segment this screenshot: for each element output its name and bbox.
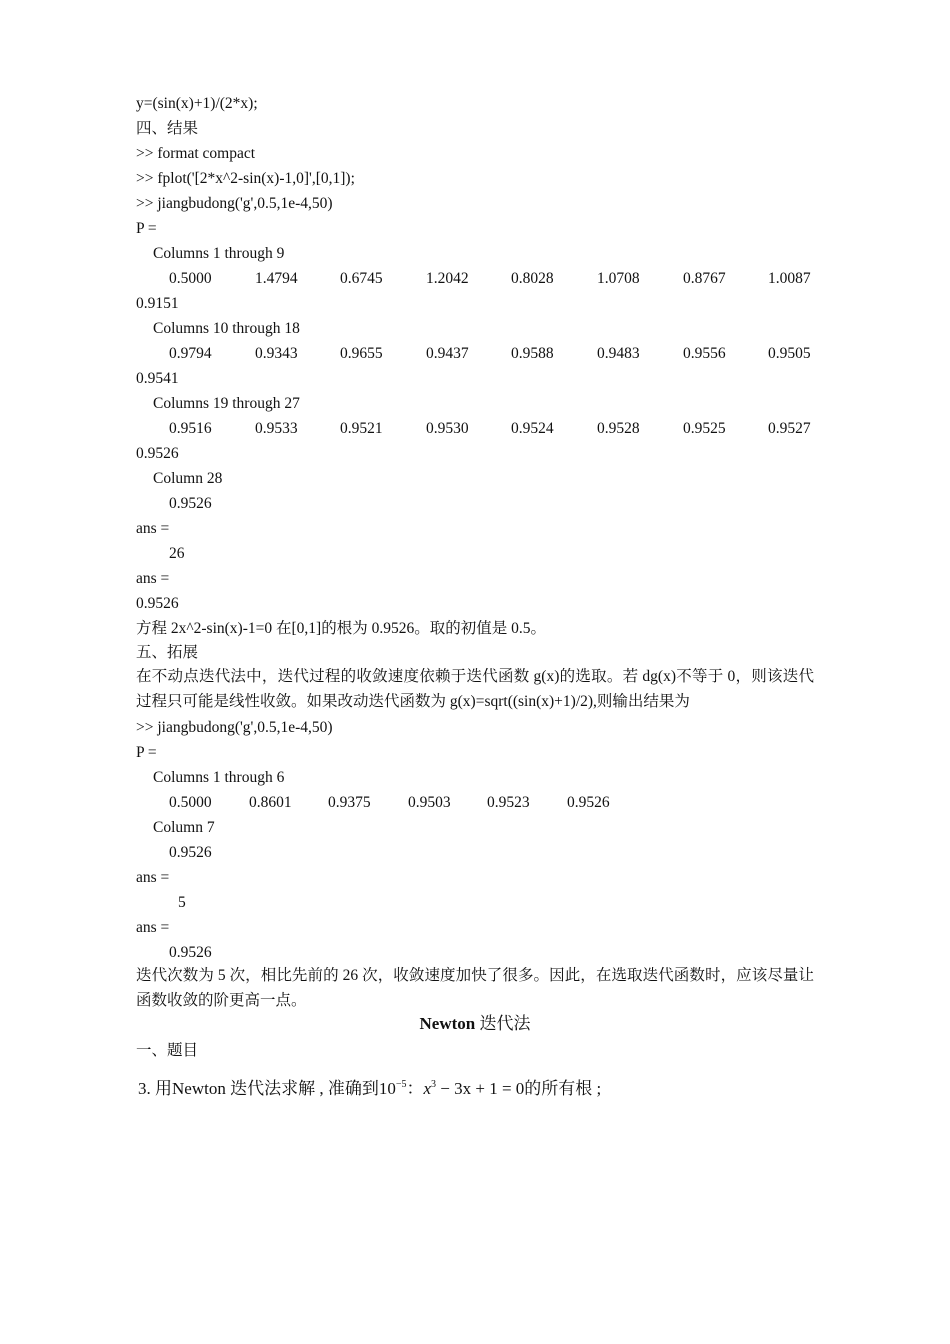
output-value: 0.9655	[340, 345, 383, 362]
conclusion-text: 方程 2x^2-sin(x)-1=0 在[0,1]的根为 0.9526。取的初值是 0.5。	[136, 620, 546, 637]
output-value: 0.9526	[567, 794, 610, 811]
columns-header: Column 7	[153, 819, 215, 836]
output-value: 0.9526	[136, 445, 179, 462]
title-cjk: 迭代法	[475, 1014, 531, 1033]
output-value: 0.9526	[169, 944, 212, 961]
problem-variable: x	[423, 1079, 432, 1098]
output-value: 0.8601	[249, 794, 292, 811]
output-value: 1.4794	[255, 270, 298, 287]
output-value: 0.8767	[683, 270, 726, 287]
output-value: 0.9521	[340, 420, 383, 437]
output-value: 0.9151	[136, 295, 179, 312]
output-value: 0.9523	[487, 794, 530, 811]
output-label: ans =	[136, 869, 170, 886]
title-latin: Newton	[419, 1014, 476, 1033]
output-value: 0.9588	[511, 345, 554, 362]
output-value: 0.9437	[426, 345, 469, 362]
section-title-newton	[0, 1013, 950, 1035]
extension-paragraph: 在不动点迭代法中，迭代过程的收敛速度依赖于迭代函数 g(x)的选取。若 dg(x)不等于 0，则该迭代过程只可能是线性收敛。如果改动迭代函数为 g(x)=sqrt((sin(x)+1)/2),则输出结果为	[136, 668, 814, 710]
output-value: 0.9526	[169, 495, 212, 512]
output-value: 0.8028	[511, 270, 554, 287]
problem-prefix: 3. 用Newton 迭代法求解 , 准确到10	[138, 1079, 396, 1098]
problem-cube: 3	[431, 1079, 437, 1090]
output-value: 0.9541	[136, 370, 179, 387]
output-value: 0.9503	[408, 794, 451, 811]
output-value: 1.0708	[597, 270, 640, 287]
output-value: 0.9525	[683, 420, 726, 437]
output-value: 5	[178, 894, 186, 911]
columns-header: Columns 1 through 6	[153, 769, 285, 786]
output-value: 0.9556	[683, 345, 726, 362]
code-line: y=(sin(x)+1)/(2*x);	[136, 95, 258, 112]
output-value: 0.9505	[768, 345, 811, 362]
problem-rest: − 3x + 1 = 0的所有根 ;	[436, 1079, 602, 1098]
output-value: 0.9533	[255, 420, 298, 437]
output-label: ans =	[136, 570, 170, 587]
output-value: 0.6745	[340, 270, 383, 287]
output-label: P =	[136, 744, 157, 761]
output-value: 0.9794	[169, 345, 212, 362]
output-value: 0.9528	[597, 420, 640, 437]
problem-colon: ：	[406, 1079, 424, 1098]
output-value: 0.5000	[169, 794, 212, 811]
columns-header: Columns 1 through 9	[153, 245, 285, 262]
columns-header: Columns 10 through 18	[153, 320, 300, 337]
command-line: >> jiangbudong('g',0.5,1e-4,50)	[136, 195, 333, 212]
output-value: 1.0087	[768, 270, 811, 287]
problem-statement	[138, 1074, 601, 1100]
columns-header: Column 28	[153, 470, 223, 487]
output-value: 0.9524	[511, 420, 554, 437]
output-label: ans =	[136, 919, 170, 936]
output-value: 0.9526	[169, 844, 212, 861]
output-value: 26	[169, 545, 185, 562]
command-line: >> fplot('[2*x^2-sin(x)-1,0]',[0,1]);	[136, 170, 355, 187]
section-heading-problem: 一、题目	[136, 1042, 199, 1059]
output-value: 0.9526	[136, 595, 179, 612]
output-value: 0.9530	[426, 420, 469, 437]
output-value: 0.9343	[255, 345, 298, 362]
output-value: 0.9483	[597, 345, 640, 362]
problem-exponent: −5	[395, 1079, 407, 1090]
command-line: >> format compact	[136, 145, 256, 162]
output-label: ans =	[136, 520, 170, 537]
section-heading-extension: 五、拓展	[136, 644, 199, 661]
command-line: >> jiangbudong('g',0.5,1e-4,50)	[136, 719, 333, 736]
output-value: 0.9516	[169, 420, 212, 437]
columns-header: Columns 19 through 27	[153, 395, 300, 412]
summary-paragraph: 迭代次数为 5 次，相比先前的 26 次，收敛速度加快了很多。因此，在选取迭代函数时，应该尽量让函数收敛的阶更高一点。	[136, 967, 814, 1009]
output-value: 0.5000	[169, 270, 212, 287]
output-value: 1.2042	[426, 270, 469, 287]
section-heading-results: 四、结果	[136, 120, 199, 137]
output-value: 0.9527	[768, 420, 811, 437]
output-label: P =	[136, 220, 157, 237]
output-value: 0.9375	[328, 794, 371, 811]
